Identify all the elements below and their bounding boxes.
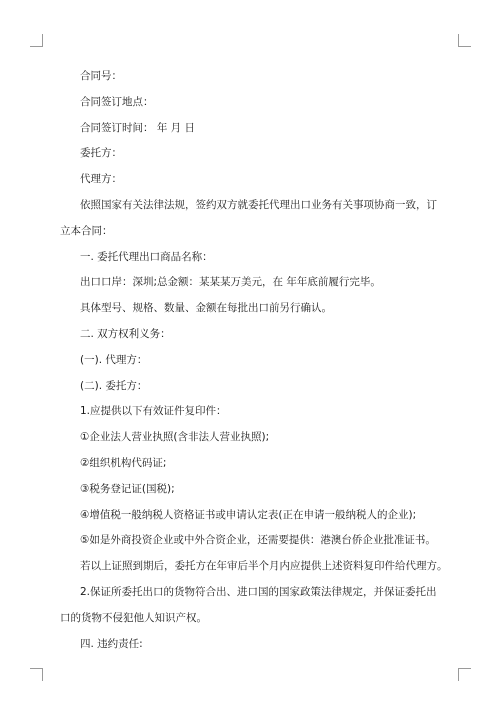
page-corner-mark-top-left [30, 34, 43, 47]
principal-party-line: 委托方： [80, 147, 122, 160]
page-corner-mark-bottom-left [30, 668, 43, 681]
list-item: ②组织机构代码证; [80, 456, 167, 469]
agent-party-line: 代理方： [80, 173, 122, 186]
list-item: ③税务登记证(国税); [80, 482, 175, 495]
signing-place-line: 合同签订地点： [80, 95, 154, 108]
specification-line: 具体型号、规格、数量、金额在每批出口前另行确认。 [80, 302, 332, 315]
document-body [60, 64, 448, 657]
page-corner-mark-bottom-right [458, 668, 471, 681]
clause-2-paragraph: 2.保证所委托出口的货物符合出、进口国的国家政策法律规定，并保证委托出口的货物不侵犯他人知识产权。 [60, 585, 437, 624]
principal-subsection: (二). 委托方： [80, 379, 148, 392]
page-corner-mark-top-right [458, 34, 471, 47]
section-4-heading: 四. 违约责任: [80, 637, 143, 650]
list-item: ④增值税一般纳税人资格证书或申请认定表(正在申请一般纳税人的企业); [80, 508, 417, 521]
list-item: ①企业法人营业执照(含非法人营业执照); [80, 431, 270, 444]
clause-1-line: 1.应提供以下有效证件复印件： [80, 405, 227, 418]
export-port-line: 出口口岸：深圳;总金额：某某某万美元，在 年年底前履行完毕。 [80, 276, 381, 289]
preamble-paragraph: 依照国家有关法律法规，签约双方就委托代理出口业务有关事项协商一致，订立本合同： [60, 198, 437, 237]
list-item: ⑤如是外商投资企业或中外合资企业，还需要提供：港澳台侨企业批准证书。 [80, 534, 436, 547]
renewal-note-line: 若以上证照到期后，委托方在年审后半个月内应提供上述资料复印件给代理方。 [80, 560, 448, 573]
agent-subsection: (一). 代理方： [80, 353, 148, 366]
contract-number-line: 合同号： [80, 70, 122, 82]
signing-date-line: 合同签订时间： 年 月 日 [80, 121, 196, 134]
section-2-heading: 二. 双方权利义务： [80, 327, 171, 340]
section-1-heading: 一. 委托代理出口商品名称： [80, 250, 213, 263]
